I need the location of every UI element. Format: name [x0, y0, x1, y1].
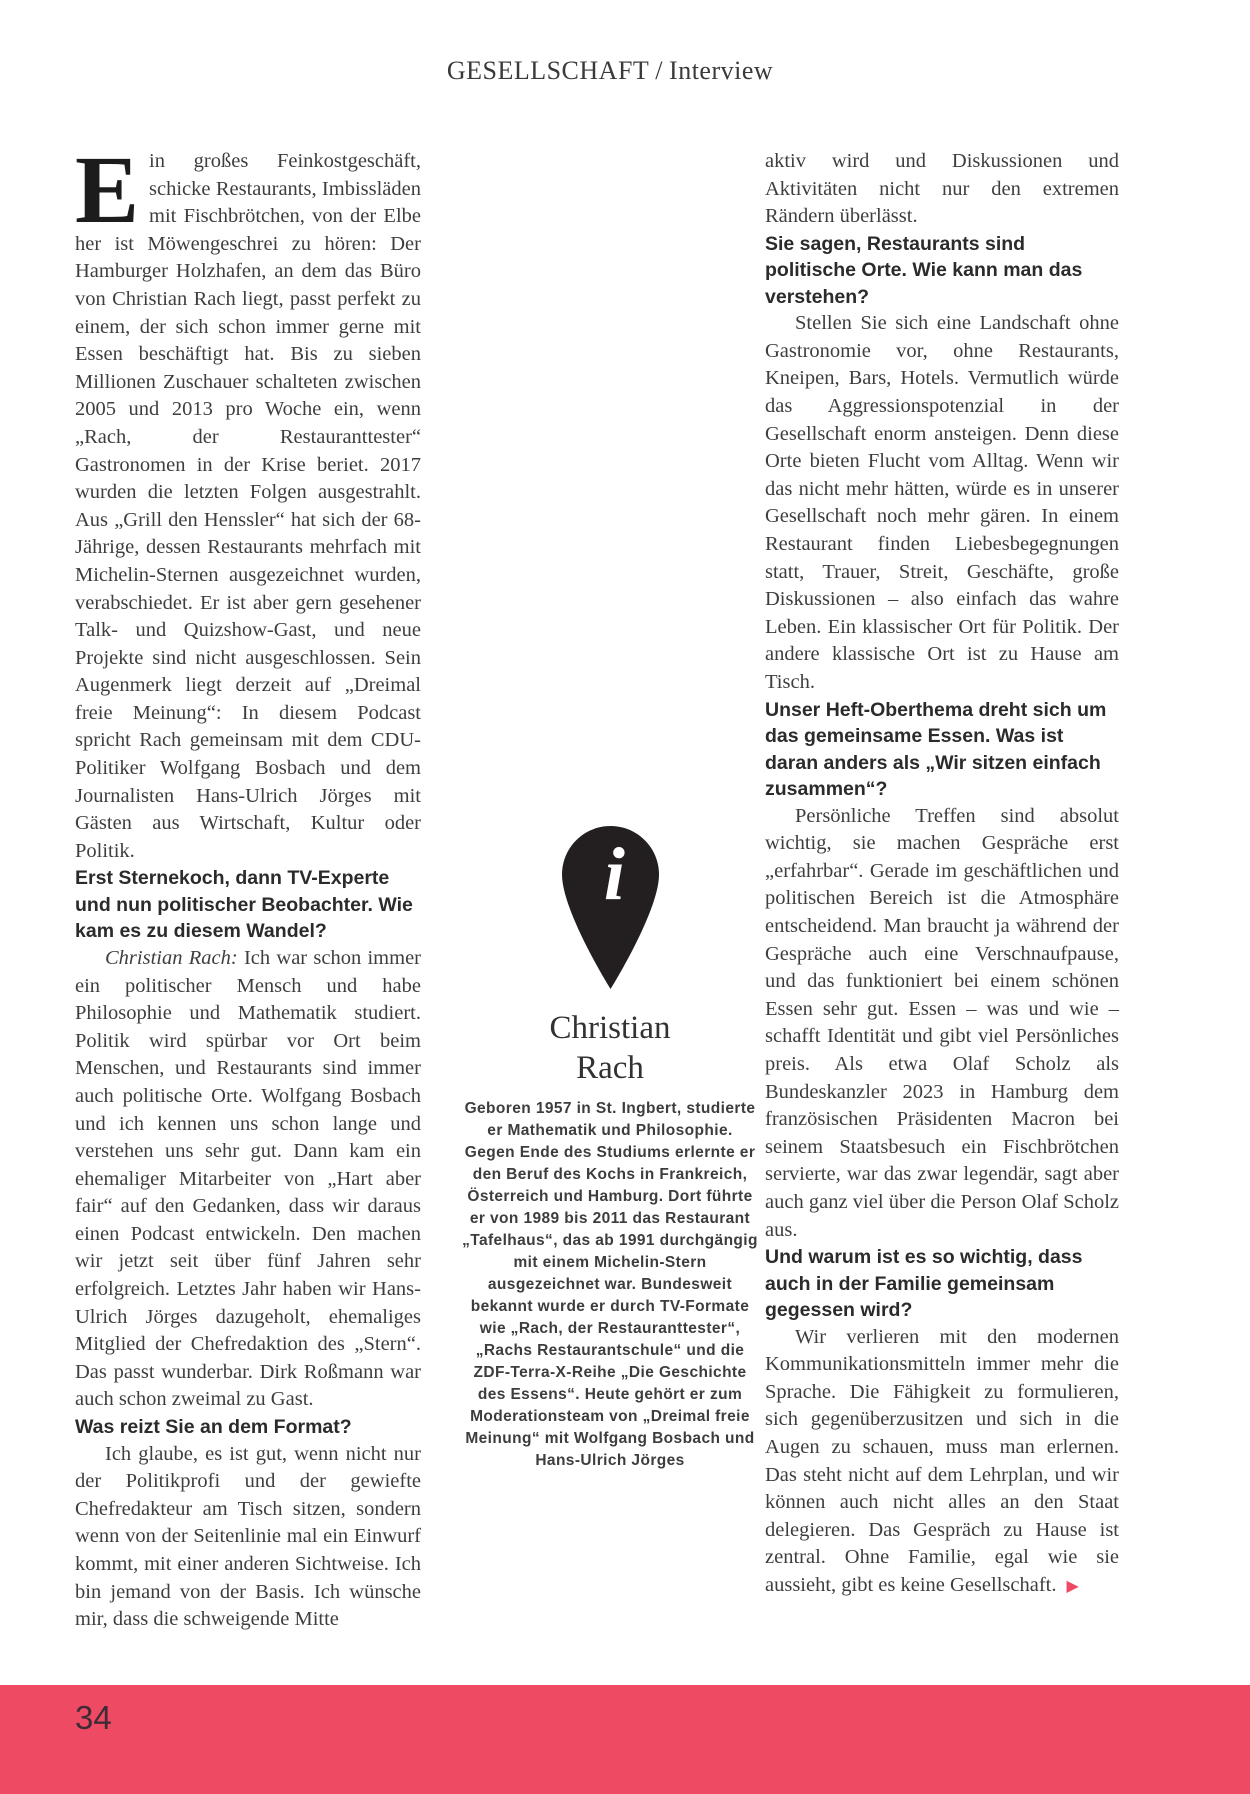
- answer-format: Ich glaube, es ist gut, wenn nicht nur der Politikprofi und der gewiefte Chefredakteur am Tisch sitzen, sondern wenn von der Seitenlinie mal ein Einwurf kommt, mit einer anderen Sichtweise. Ich bin jemand von der Basis. Ich wünsche mir, dass die schweigende Mitte: [75, 1442, 421, 1631]
- answer-wandel-text: Ich war schon immer ein politischer Mensch und habe Philosophie und Mathematik studiert. Politik wird spürbar vor Ort beim Menschen, und Restaurants sind immer auch politische Orte. Wolfgang Bosbach und ich kennen uns schon lange und verstehen uns sehr gut. Dann kam ein ehemaliger Mitarbeiter von „Hart aber fair“ auf den Gedanken, dass wir daraus einen Podcast entwickeln. Den machen wir jetzt seit über fünf Jahren sehr erfolgreich. Letztes Jahr haben wir Hans-Ulrich Jörges dazugeholt, ehemaliges Mitglied der Chefredaktion des „Stern“. Das passt wunderbar. Dirk Roßmann war auch schon zweimal zu Gast.: [75, 946, 421, 1411]
- question-heft-oberthema: Unser Heft-Oberthema dreht sich um das gemeinsame Essen. Was ist daran anders als „Wir sitzen einfach zusammen“?: [765, 698, 1107, 801]
- header-topic: Interview: [669, 56, 774, 85]
- header-separator: /: [655, 56, 664, 85]
- question-wandel: Erst Sternekoch, dann TV-Experte und nun politischer Beobachter. Wie kam es zu diesem Wandel?: [75, 867, 413, 943]
- info-pin-icon: [462, 826, 758, 994]
- info-icon-glyph: i: [603, 833, 625, 917]
- intro-paragraph: [75, 136, 421, 865]
- answer-heft-oberthema: Persönliche Treffen sind absolut wichtig, sie machen Gespräche erst „erfahrbar“. Gerade im geschäftlichen und politischen Bereich ist die Atmosphäre entscheidend. Man braucht ja während der Gespräche auch eine Verschnaufpause, und das funktioniert bei einem schönen Essen sehr gut. Essen – was und wie – schafft Identität und gibt viel Persönliches preis. Als etwa Olaf Scholz als Bundeskanzler 2023 in Hamburg dem französischen Präsidenten Macron bei seinem Staatsbesuch ein Fischbrötchen servierte, war das zwar legendär, sagt aber auch ganz viel über die Person Olaf Scholz aus.: [765, 804, 1119, 1241]
- right-column: [765, 148, 1119, 1601]
- info-box: [462, 826, 758, 1472]
- person-bio: Geboren 1957 in St. Ingbert, studierte er Mathematik und Philosophie. Gegen Ende des Studiums erlernte er den Beruf des Kochs in Frankreich, Österreich und Hamburg. Dort führte er von 1989 bis 2011 das Restaurant „Tafelhaus“, das ab 1991 durchgängig mit einem Michelin-Stern ausgezeichnet war. Bundesweit bekannt wurde er durch TV-Formate wie „Rach, der Restauranttester“, „Rachs Restaurantschule“ und die ZDF-Terra-X-Reihe „Die Geschichte des Essens“. Heute gehört er zum Moderationsteam von „Dreimal freie Meinung“ mit Wolfgang Bosbach und Hans-Ulrich Jörges: [462, 1100, 758, 1469]
- page-header: [0, 56, 1220, 86]
- footer-bar: [0, 1685, 1250, 1794]
- intro-text: in großes Feinkostgeschäft, schicke Restaurants, Imbissläden mit Fischbrötchen, von der Elbe her ist Möwengeschrei zu hören: Der Hamburger Holzhafen, an dem das Büro von Christian Rach liegt, passt perfekt zu einem, der sich schon immer gerne mit Essen beschäftigt hat. Bis zu sieben Millionen Zuschauer schalteten zwischen 2005 und 2013 pro Woche ein, wenn „Rach, der Restauranttester“ Gastronomen in der Krise beriet. 2017 wurden die letzten Folgen ausgestrahlt. Aus „Grill den Henssler“ hat sich der 68-Jährige, dessen Restaurants mehrfach mit Michelin-Sternen ausgezeichnet wurden, verabschiedet. Er ist aber gern gesehener Talk- und Quizshow-Gast, und neue Projekte sind nicht ausgeschlossen. Sein Augenmerk liegt derzeit auf „Dreimal freie Meinung“: In diesem Podcast spricht Rach gemeinsam mit dem CDU-Politiker Wolfgang Bosbach und dem Journalisten Hans-Ulrich Jörges mit Gästen aus Wirtschaft, Kultur oder Politik.: [75, 150, 421, 862]
- answer-politische-orte: Stellen Sie sich eine Landschaft ohne Gastronomie vor, ohne Restaurants, Kneipen, Bars, Hotels. Vermutlich würde das Aggressionspotenzial in der Gesellschaft enorm ansteigen. Denn diese Orte bieten Flucht vom Alltag. Wenn wir das nicht mehr hätten, würde es in unserer Gesellschaft noch mehr gären. In einem Restaurant finden Liebesbegegnungen statt, Trauer, Streit, Geschäfte, große Diskussionen – also einfach das wahre Leben. Ein klassischer Ort für Politik. Der andere klassische Ort ist zu Hause am Tisch.: [765, 312, 1119, 693]
- left-column: [75, 136, 421, 1634]
- drop-cap: E: [75, 136, 140, 243]
- continuation-paragraph: aktiv wird und Diskussionen und Aktivitäten nicht nur den extremen Rändern überlässt.: [765, 150, 1119, 228]
- answer-familie-text: Wir verlieren mit den modernen Kommunikationsmitteln immer mehr die Sprache. Die Fähigkeit zu formulieren, sich gegenüberzusitzen und sich in die Augen zu schauen, muss man erlernen. Das steht nicht auf dem Lehrplan, und wir können auch nicht alles an den Staat delegieren. Das Gespräch zu Hause ist zentral. Ohne Familie, egal wie sie aussieht, gibt es keine Gesellschaft.: [765, 1325, 1119, 1596]
- answer-familie: [765, 1324, 1119, 1601]
- header-section: GESELLSCHAFT: [446, 56, 650, 85]
- continue-reading-marker: ▶: [1066, 1577, 1079, 1595]
- person-first-name: Christian: [549, 1010, 671, 1046]
- page-number: 34: [75, 1699, 112, 1736]
- question-format: Was reizt Sie an dem Format?: [75, 1416, 352, 1439]
- question-politische-orte: Sie sagen, Restaurants sind politische Orte. Wie kann man das verstehen?: [765, 232, 1083, 308]
- person-name: [462, 1008, 758, 1088]
- person-last-name: Rach: [576, 1050, 644, 1086]
- question-familie: Und warum ist es so wichtig, dass auch in der Familie gemeinsam gegessen wird?: [765, 1246, 1083, 1322]
- speaker-lead-in: Christian Rach:: [105, 946, 238, 969]
- answer-wandel: [75, 945, 421, 1414]
